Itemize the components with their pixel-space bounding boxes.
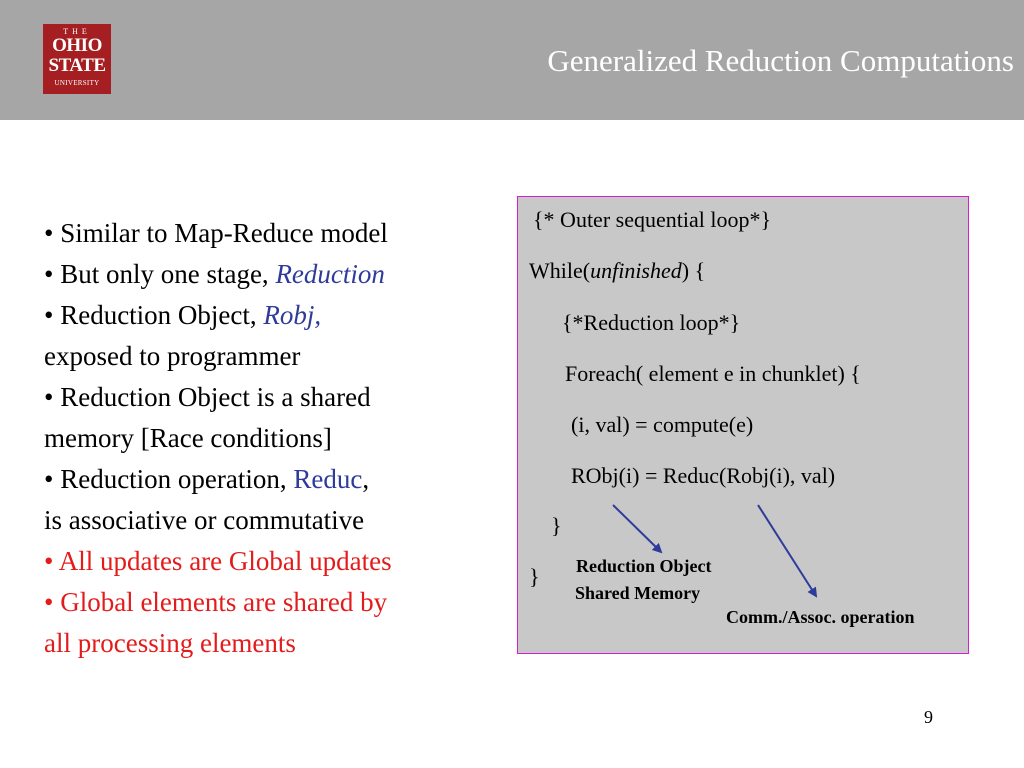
slide-title: Generalized Reduction Computations bbox=[547, 43, 1014, 78]
bullet-highlight: Reduc bbox=[293, 464, 363, 494]
ohio-state-logo bbox=[43, 24, 111, 94]
bullet-list bbox=[44, 213, 494, 664]
bullet-continuation: is associative or commutative bbox=[44, 505, 365, 535]
code-line-close-while: } bbox=[529, 564, 540, 589]
page-number: 9 bbox=[924, 707, 933, 727]
label-reduction-object: Reduction Object bbox=[576, 556, 712, 576]
code-while-keyword: While( bbox=[529, 258, 591, 283]
logo-the: THE bbox=[63, 27, 91, 36]
arrow-to-reduction-object bbox=[613, 505, 661, 552]
bullet-suffix: , bbox=[362, 464, 370, 494]
code-while-condition: unfinished bbox=[590, 258, 682, 283]
bullet-text: • Reduction operation, bbox=[44, 464, 294, 494]
bullet-highlight: Reduction bbox=[275, 259, 385, 289]
bullet-highlight: Robj, bbox=[263, 300, 322, 330]
bullet-continuation: all processing elements bbox=[44, 628, 296, 658]
slide-header bbox=[0, 0, 1024, 120]
bullet-continuation: exposed to programmer bbox=[44, 341, 301, 371]
code-line-reduction-comment: {*Reduction loop*} bbox=[562, 310, 741, 335]
bullet-continuation: memory [Race conditions] bbox=[44, 423, 332, 453]
code-line-outer-comment: {* Outer sequential loop*} bbox=[533, 207, 772, 232]
bullet-item bbox=[44, 541, 494, 582]
bullet-text: • All updates are Global updates bbox=[44, 546, 392, 576]
bullet-item bbox=[44, 295, 494, 336]
code-line-compute: (i, val) = compute(e) bbox=[571, 412, 754, 437]
bullet-text: • Similar to Map-Reduce model bbox=[44, 218, 388, 248]
bullet-text: • But only one stage, bbox=[44, 259, 276, 289]
bullet-text: • Reduction Object, bbox=[44, 300, 264, 330]
code-line-close-foreach: } bbox=[551, 513, 562, 538]
bullet-item bbox=[44, 582, 494, 623]
code-line-reduc: RObj(i) = Reduc(Robj(i), val) bbox=[571, 463, 836, 488]
bullet-text: • Global elements are shared by bbox=[44, 587, 388, 617]
bullet-item bbox=[44, 213, 494, 254]
label-comm-assoc-operation: Comm./Assoc. operation bbox=[726, 607, 915, 627]
pseudocode-box bbox=[517, 196, 969, 654]
bullet-item bbox=[44, 254, 494, 295]
bullet-item bbox=[44, 459, 494, 500]
logo-university: UNIVERSITY bbox=[54, 79, 100, 87]
code-while-brace: ) { bbox=[681, 258, 706, 283]
arrow-to-comm-assoc bbox=[758, 505, 816, 596]
logo-ohio: OHIO bbox=[52, 35, 102, 56]
code-line-foreach: Foreach( element e in chunklet) { bbox=[565, 361, 861, 386]
logo-state: STATE bbox=[48, 55, 106, 76]
label-shared-memory: Shared Memory bbox=[575, 583, 701, 603]
bullet-text: • Reduction Object is a shared bbox=[44, 382, 371, 412]
bullet-item bbox=[44, 377, 494, 418]
